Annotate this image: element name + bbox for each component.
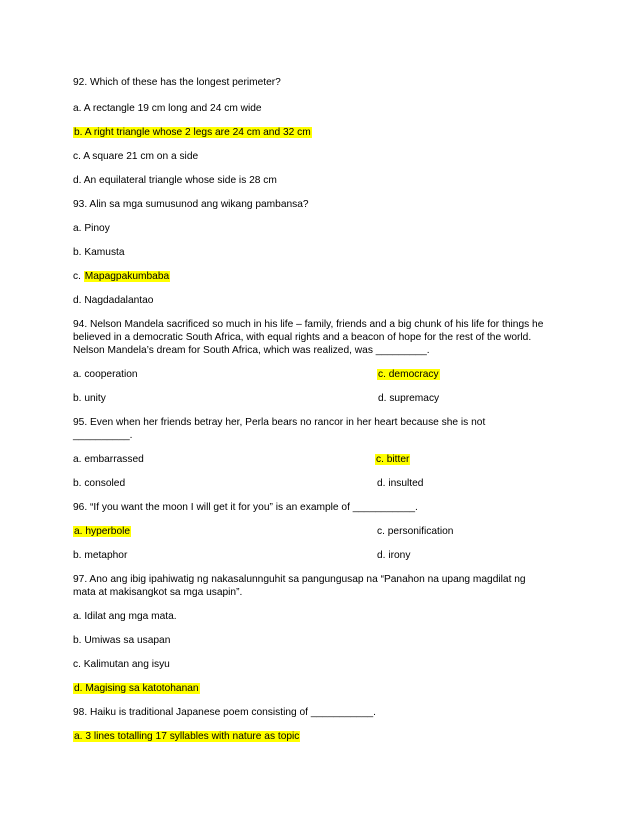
q96-option-d: d. irony bbox=[377, 550, 411, 561]
q95-option-b: b. consoled bbox=[73, 478, 126, 489]
question-93: 93. Alin sa mga sumusunod ang wikang pambansa? bbox=[73, 199, 309, 210]
question-97-line-2: mata at makisangkot sa mga usapin”. bbox=[73, 587, 243, 598]
q94-answer-highlight: c. democracy bbox=[378, 369, 439, 380]
q94-option-b: b. unity bbox=[73, 393, 106, 404]
q95-option-a: a. embarrassed bbox=[73, 454, 144, 465]
q96-option-a bbox=[73, 525, 131, 538]
q93-option-d: d. Nagdadalantao bbox=[73, 295, 154, 306]
q92-answer-highlight: b. A right triangle whose 2 legs are 24 cm and 32 cm bbox=[74, 127, 311, 138]
question-96: 96. “If you want the moon I will get it for you” is an example of ___________. bbox=[73, 502, 418, 513]
q96-answer-highlight: a. hyperbole bbox=[74, 526, 131, 537]
q93-option-c bbox=[73, 270, 170, 283]
q95-answer-highlight: c. bitter bbox=[376, 454, 410, 465]
question-94-line-1: 94. Nelson Mandela sacrificed so much in his life – family, friends and a big chunk of his life for things he bbox=[73, 319, 544, 330]
question-97-line-1: 97. Ano ang ibig ipahiwatig ng nakasalunnguhit sa pangungusap na “Panahon na upang magdilat ng bbox=[73, 574, 526, 585]
q92-option-a: a. A rectangle 19 cm long and 24 cm wide bbox=[73, 103, 262, 114]
q98-answer-highlight: a. 3 lines totalling 17 syllables with nature as topic bbox=[74, 731, 300, 742]
question-92: 92. Which of these has the longest perimeter? bbox=[73, 77, 281, 88]
q94-option-d: d. supremacy bbox=[378, 393, 440, 404]
q93-option-c-prefix: c. bbox=[73, 271, 84, 282]
q93-option-b: b. Kamusta bbox=[73, 247, 125, 258]
q93-option-a: a. Pinoy bbox=[73, 223, 110, 234]
q97-option-b: b. Umiwas sa usapan bbox=[73, 635, 171, 646]
q92-option-b bbox=[73, 126, 312, 139]
question-95-line-2: __________. bbox=[73, 430, 133, 441]
q98-option-a bbox=[73, 730, 300, 743]
q94-option-a: a. cooperation bbox=[73, 369, 138, 380]
q97-answer-highlight: d. Magising sa katotohanan bbox=[74, 683, 199, 694]
q97-option-a: a. Idilat ang mga mata. bbox=[73, 611, 177, 622]
q96-option-c: c. personification bbox=[377, 526, 454, 537]
q95-option-d: d. insulted bbox=[377, 478, 424, 489]
question-94-line-3: Nelson Mandela’s dream for South Africa, which was realized, was _________. bbox=[73, 345, 430, 356]
q92-option-c: c. A square 21 cm on a side bbox=[73, 151, 199, 162]
q97-option-c: c. Kalimutan ang isyu bbox=[73, 659, 170, 670]
q96-option-b: b. metaphor bbox=[73, 550, 128, 561]
q97-option-d bbox=[73, 682, 200, 695]
question-94-line-2: believed in a democratic South Africa, with equal rights and a beacon of hope for the rest of the world. bbox=[73, 332, 532, 343]
q92-option-d: d. An equilateral triangle whose side is 28 cm bbox=[73, 175, 277, 186]
q94-option-c bbox=[377, 368, 440, 381]
q95-option-c bbox=[375, 453, 410, 466]
question-95-line-1: 95. Even when her friends betray her, Perla bears no rancor in her heart because she is not bbox=[73, 417, 486, 428]
q93-answer-highlight: Mapagpakumbaba bbox=[84, 271, 170, 282]
question-98: 98. Haiku is traditional Japanese poem consisting of ___________. bbox=[73, 707, 376, 718]
